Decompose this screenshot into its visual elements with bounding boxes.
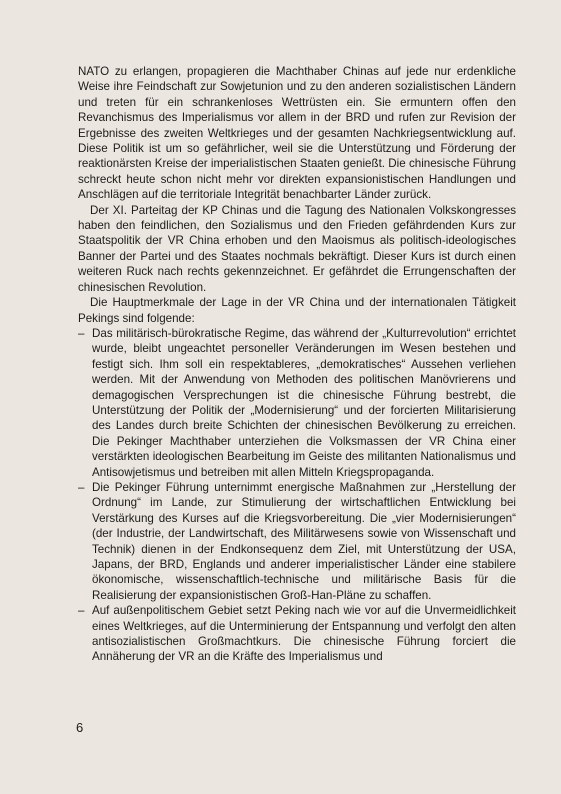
- paragraph-3: Die Hauptmerkmale der Lage in der VR China und der internationalen Tätigkeit Pekings sind folgende:: [78, 296, 516, 325]
- paragraph-1: NATO zu erlangen, propagieren die Machthaber Chinas auf jede nur erdenkliche Weise ihre Feindschaft zur Sowjetunion und zu den anderen sozialistischen Ländern und treten für ein schrankenloses Wettrüsten ein. Sie ermuntern offen den Revanchismus des Imperialismus vor allem in der BRD und rufen zur Revision der Ergebnisse des zweiten Weltkrieges und der gesamten Nachkriegsentwicklung auf. Diese Politik ist um so gefährlicher, weil sie die Unterstützung und Förderung der reaktionärsten Kreise der imperialistischen Staaten genießt. Die chinesische Führung schreckt heute schon nicht mehr vor direkten expansionistischen Handlungen und Anschlägen auf die territoriale Integrität benachbarter Länder zurück.: [78, 65, 516, 202]
- list-item-text: Auf außenpolitischem Gebiet setzt Peking nach wie vor auf die Unvermeidlichkeit eines Weltkrieges, auf die Unterminierung der Entspannung und verfolgt den alten antisozialistischen Großmachtkurs. Die chinesische Führung forciert die Annäherung der VR an die Kräfte des Imperialismus und: [92, 604, 516, 664]
- list-item: [78, 603, 516, 665]
- paragraph-2: Der XI. Parteitag der KP Chinas und die Tagung des Nationalen Volkskongresses haben den feindlichen, den Sozialismus und den Frieden gefährdenden Kurs zur Staatspolitik der VR China erhoben und den Maoismus als politisch-ideologisches Banner der Partei und des Staates nochmals bekräftigt. Dieser Kurs ist durch einen weiteren Ruck nach rechts gekennzeichnet. Er gefährdet die Errungenschaften der chinesischen Revolution.: [78, 203, 516, 294]
- list-item: [78, 326, 516, 480]
- list-item-text: Die Pekinger Führung unternimmt energische Maßnahmen zur „Herstellung der Ordnung“ im Lande, zur Stimulierung der wirtschaftlichen Entwicklung bei Verstärkung des Kurses auf die Kriegsvorbereitung. Die „vier Modernisierungen“ (der Industrie, der Landwirtschaft, des Militärwesens sowie von Wissenschaft und Technik) dienen in der Endkonsequenz dem Ziel, mit Unterstützung der USA, Japans, der BRD, Englands und anderer imperialistischer Länder eine stabilere ökonomische, wissenschaftlich-technische und militärische Basis für die Realisierung der expansionistischen Groß-Han-Pläne zu schaffen.: [92, 480, 516, 602]
- feature-list: [78, 326, 516, 665]
- page-number: 6: [76, 720, 84, 735]
- list-dash: –: [78, 326, 85, 340]
- list-dash: –: [78, 480, 85, 494]
- body-text: [78, 64, 516, 665]
- list-item-text: Das militärisch-bürokratische Regime, das während der „Kulturrevolution“ errichtet wurde, bleibt ungeachtet personeller Veränderungen im Wesen bestehen und festigt sich. Ihm soll ein respektableres, „demokratisches“ Aussehen verliehen werden. Mit der Anwendung von Methoden des politischen Manövrierens und demagogischen Versprechungen ist die chinesische Führung bestrebt, die Unterstützung der Politik der „Modernisierung“ und der forcierten Militarisierung des Landes durch breite Schichten der chinesischen Bevölkerung zu erreichen. Die Pekinger Machthaber unterziehen die Volksmassen der VR China einer verstärkten ideologischen Bearbeitung im Geiste des militanten Nationalismus und Antisowjetismus und betreiben mit allen Mitteln Kriegspropaganda.: [92, 326, 516, 479]
- list-item: [78, 480, 516, 603]
- list-dash: –: [78, 604, 85, 618]
